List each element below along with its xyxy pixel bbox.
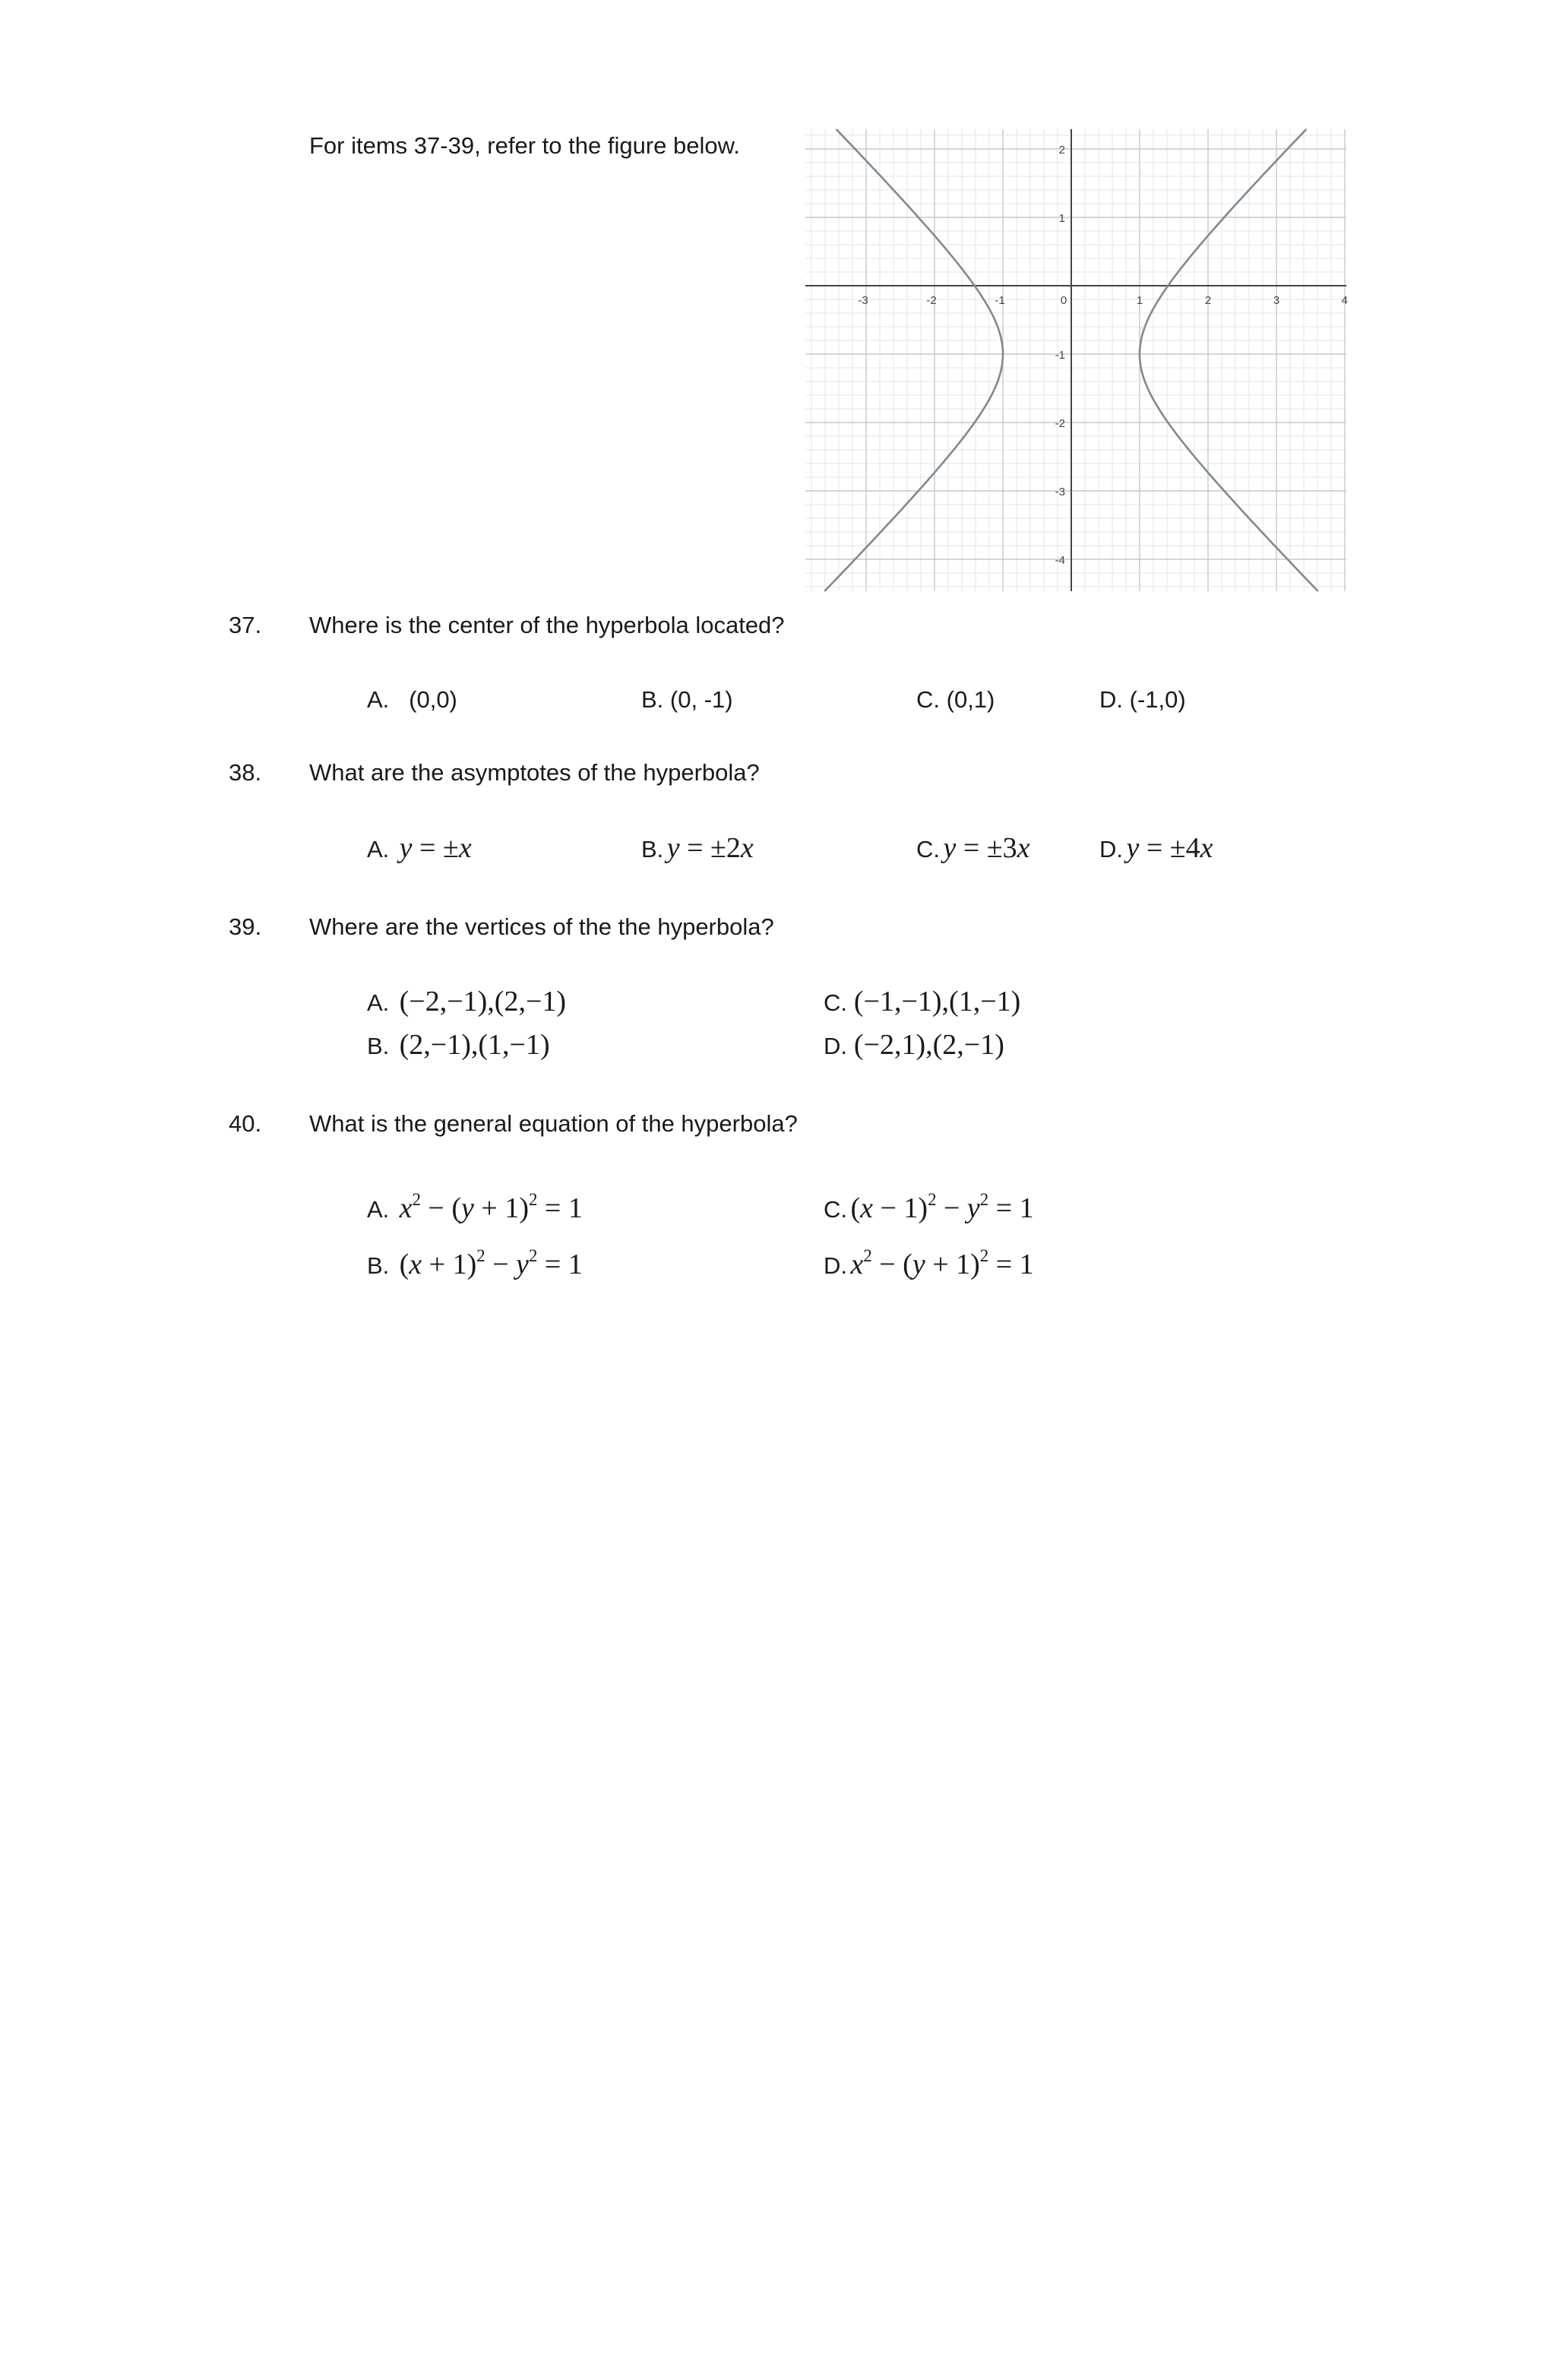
option-equation: $x^2 - (y + 1)^2 = 1$: [850, 1246, 1034, 1280]
q39-option-c[interactable]: [824, 985, 1020, 1018]
option-letter: C.: [916, 686, 940, 713]
option-letter: B.: [367, 1252, 390, 1279]
grid-minor-lines: [805, 129, 1346, 591]
grid-major-lines: [805, 129, 1346, 591]
option-value: (-1,0): [1129, 686, 1186, 713]
x-tick-label: 2: [1204, 294, 1212, 307]
option-equation: $(x - 1)^2 - y^2 = 1$: [850, 1190, 1034, 1224]
x-tick-label: 4: [1341, 294, 1348, 307]
q37-option-a[interactable]: [367, 685, 457, 714]
option-value: (0,1): [946, 686, 995, 713]
y-tick-label: -4: [1055, 554, 1065, 567]
option-letter: A.: [367, 989, 390, 1016]
option-coordinates: (−2,−1),(2,−1): [399, 986, 567, 1018]
x-tick-label: 1: [1136, 294, 1143, 307]
question-40-text: What is the general equation of the hyperbola?: [309, 1110, 798, 1137]
option-letter: C.: [824, 1196, 847, 1223]
option-letter: B.: [367, 1033, 390, 1059]
y-tick-label: 2: [1058, 144, 1065, 157]
q37-option-c[interactable]: [916, 685, 995, 714]
option-letter: A.: [367, 1196, 390, 1223]
question-40-number: 40.: [229, 1110, 262, 1137]
option-coordinates: (2,−1),(1,−1): [399, 1029, 550, 1061]
x-tick-label: -2: [926, 294, 937, 307]
option-coordinates: (−2,1),(2,−1): [853, 1029, 1004, 1061]
option-value: (0, -1): [669, 686, 733, 713]
q40-option-b[interactable]: [367, 1248, 583, 1281]
x-tick-label: 3: [1273, 294, 1280, 307]
q39-option-d[interactable]: [824, 1028, 1004, 1062]
option-letter: C.: [824, 989, 847, 1016]
option-coordinates: (−1,−1),(1,−1): [853, 986, 1021, 1018]
intro-text: For items 37-39, refer to the figure below.: [309, 132, 740, 159]
q38-option-a[interactable]: [367, 831, 472, 865]
option-equation: y = ±x: [399, 832, 472, 864]
q40-option-a[interactable]: [367, 1192, 583, 1225]
q40-option-d[interactable]: [824, 1248, 1034, 1281]
option-letter: A.: [367, 686, 390, 713]
hyperbola-right-branch: [1140, 129, 1318, 591]
hyperbola-graph: [805, 129, 1346, 591]
q37-option-d[interactable]: [1099, 685, 1186, 714]
q37-option-b[interactable]: [641, 685, 733, 714]
option-equation: y = ±4x: [1126, 832, 1213, 864]
q40-option-c[interactable]: [824, 1192, 1034, 1225]
option-letter: D.: [824, 1252, 847, 1279]
option-equation: y = ±3x: [943, 832, 1030, 864]
option-value: (0,0): [409, 686, 457, 713]
hyperbola-left-branch: [824, 129, 1003, 591]
question-38-text: What are the asymptotes of the hyperbola?: [309, 759, 760, 786]
option-equation: $x^2 - (y + 1)^2 = 1$: [399, 1190, 583, 1224]
x-tick-label: -3: [858, 294, 868, 307]
y-tick-label: -2: [1055, 417, 1065, 430]
question-38-number: 38.: [229, 759, 262, 786]
x-tick-label: 0: [1060, 294, 1067, 307]
option-letter: B.: [641, 686, 664, 713]
option-letter: B.: [641, 836, 664, 862]
q39-option-b[interactable]: [367, 1028, 550, 1062]
option-letter: A.: [367, 836, 390, 862]
q38-option-c[interactable]: [916, 831, 1030, 865]
question-37-text: Where is the center of the hyperbola located?: [309, 612, 785, 638]
y-tick-label: 1: [1058, 212, 1065, 225]
y-tick-label: -1: [1055, 349, 1065, 362]
q38-option-d[interactable]: [1099, 831, 1213, 865]
q39-option-a[interactable]: [367, 985, 566, 1018]
graph-axes: [805, 129, 1346, 591]
y-tick-label: -3: [1055, 486, 1065, 498]
question-39-text: Where are the vertices of the the hyperbola?: [309, 913, 774, 940]
graph-tick-labels: [858, 144, 1348, 567]
question-37-number: 37.: [229, 612, 262, 638]
option-letter: D.: [1099, 836, 1123, 862]
option-letter: D.: [824, 1033, 847, 1059]
question-39-number: 39.: [229, 913, 262, 940]
option-equation: y = ±2x: [666, 832, 754, 864]
option-equation: $(x + 1)^2 - y^2 = 1$: [399, 1246, 583, 1280]
q38-option-b[interactable]: [641, 831, 754, 865]
option-letter: C.: [916, 836, 940, 862]
x-tick-label: -1: [995, 294, 1005, 307]
option-letter: D.: [1099, 686, 1123, 713]
